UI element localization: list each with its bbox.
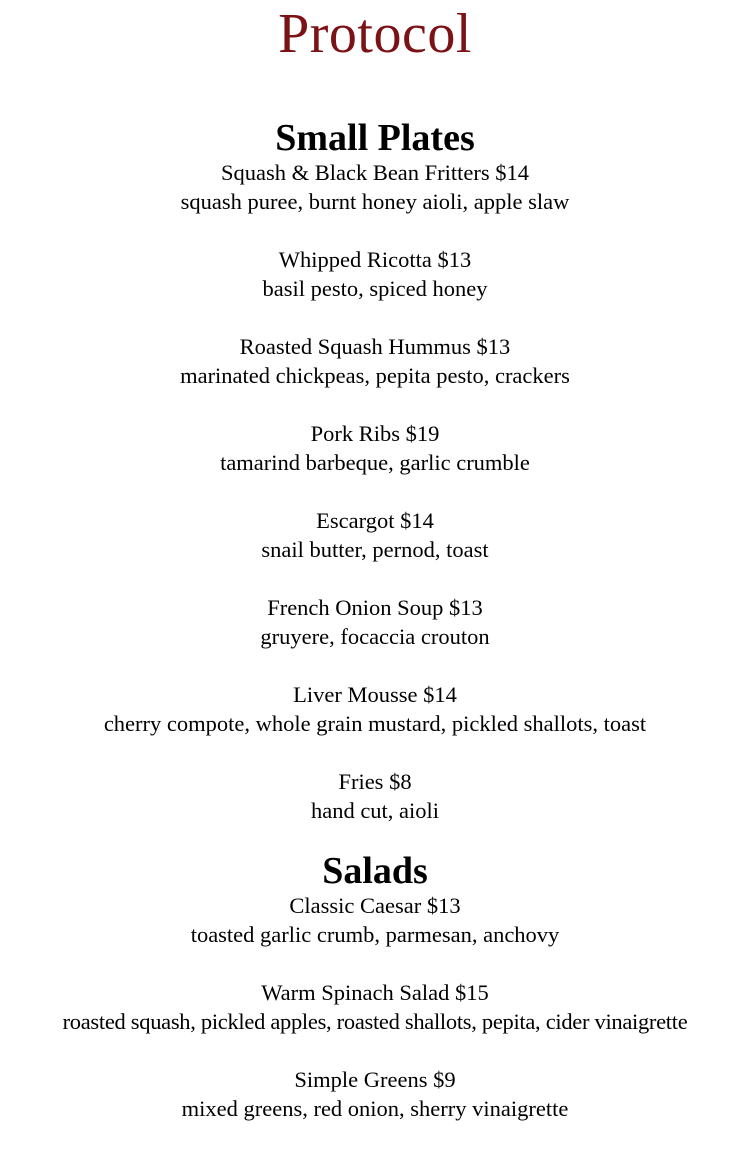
menu-item-description: snail butter, pernod, toast — [261, 537, 489, 562]
menu-item-name: Squash & Black Bean Fritters $14 — [220, 160, 530, 185]
menu-item-name: Simple Greens $9 — [294, 1067, 456, 1092]
menu-item — [0, 332, 750, 390]
menu-item — [0, 767, 750, 825]
menu-item — [0, 680, 750, 738]
menu-item-list — [0, 891, 750, 1123]
menu-item — [0, 419, 750, 477]
menu-item-description: basil pesto, spiced honey — [262, 276, 488, 301]
menu-item-description: marinated chickpeas, pepita pesto, crackers — [180, 363, 570, 388]
menu-item — [0, 245, 750, 303]
menu-item-description: squash puree, burnt honey aioli, apple slaw — [180, 189, 570, 214]
section-small-plates — [0, 118, 750, 825]
menu-item-description: tamarind barbeque, garlic crumble — [220, 450, 530, 475]
menu-item-name: Roasted Squash Hummus $13 — [239, 334, 511, 359]
menu-item-name: French Onion Soup $13 — [267, 595, 483, 620]
menu-item-name: Fries $8 — [338, 769, 412, 794]
menu-item-description: hand cut, aioli — [310, 798, 440, 823]
section-heading: Small Plates — [275, 117, 475, 159]
menu-item-description: cherry compote, whole grain mustard, pickled shallots, toast — [103, 711, 647, 736]
menu-item-name: Warm Spinach Salad $15 — [261, 980, 489, 1005]
menu-item-name: Escargot $14 — [316, 508, 434, 533]
menu-item-description: roasted squash, pickled apples, roasted shallots, pepita, cider vinaigrette — [62, 1009, 688, 1034]
menu-item-list — [0, 158, 750, 825]
section-salads — [0, 851, 750, 1123]
menu-item-name: Classic Caesar $13 — [289, 893, 461, 918]
menu-item-name: Liver Mousse $14 — [293, 682, 457, 707]
menu-item-description: mixed greens, red onion, sherry vinaigrette — [181, 1096, 569, 1121]
menu-item — [0, 593, 750, 651]
menu-item — [0, 1065, 750, 1123]
menu-item-name: Pork Ribs $19 — [310, 421, 440, 446]
menu-item — [0, 891, 750, 949]
menu-item-description: gruyere, focaccia crouton — [260, 624, 490, 649]
menu-item — [0, 506, 750, 564]
restaurant-title: Protocol — [278, 3, 472, 65]
section-heading: Salads — [322, 850, 428, 892]
menu-item — [0, 978, 750, 1036]
menu-item — [0, 158, 750, 216]
menu-item-name: Whipped Ricotta $13 — [278, 247, 472, 272]
menu-item-description: toasted garlic crumb, parmesan, anchovy — [190, 922, 560, 947]
